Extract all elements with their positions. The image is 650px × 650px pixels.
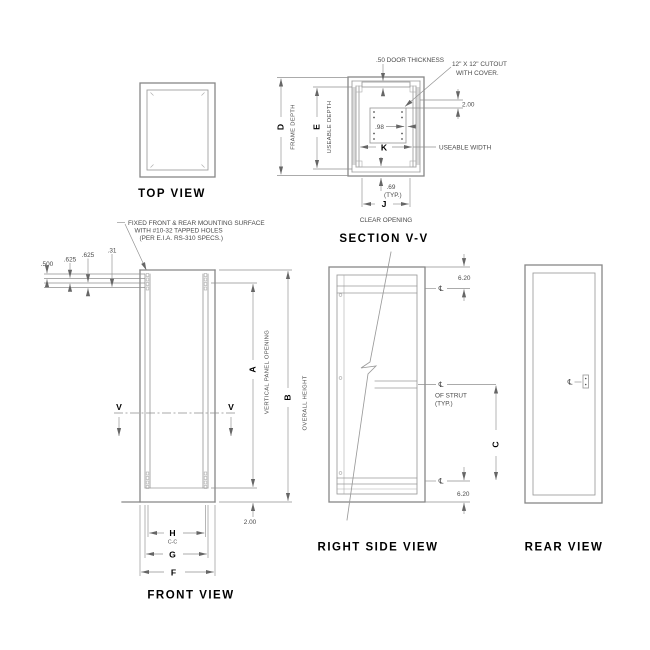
dim-620-top [425,254,471,301]
dim-31-label: .31 [107,247,117,255]
dim-letter-d: D [275,123,286,131]
rear-view-title: REAR VIEW [524,541,604,554]
cutout-note-line1: 12" X 12" CUTOUT [452,61,507,68]
section-door-slab [362,82,410,87]
top-view-title: TOP VIEW [138,188,206,200]
dim-98 [375,124,415,131]
dim-letter-f: F [170,567,177,578]
cutout-note-line2: WITH COVER. [456,70,499,77]
mounting-note-line3: (PER E.I.A. RS-310 SPECS.) [139,235,223,242]
c-to-c-label: C-C [167,539,178,546]
top-view-outer-frame [140,83,215,177]
section-marker-left: V [116,402,122,412]
section-vv [276,57,507,245]
centerline-symbol-rear: ℄ [567,377,573,387]
dim-625b-label: .625 [81,252,95,259]
right-view-inner-frame [337,275,417,494]
section-vv-title: SECTION V-V [339,233,429,245]
front-view-title: FRONT VIEW [147,589,235,602]
mounting-note-line1: FIXED FRONT & REAR MOUNTING SURFACE [128,220,265,227]
clear-opening-label: CLEAR OPENING [359,217,413,224]
right-view-outer-frame [329,267,425,502]
centerline-symbol-mid: ℄ [438,380,444,389]
top-view-inner-frame [147,90,208,170]
right-side-view [318,252,501,554]
dim-69-typ-label: (TYP.) [384,192,402,199]
dim-98-label: .98 [375,124,384,131]
dim-2-00-front-label: 2.00 [243,519,257,526]
dim-useable-width [360,143,491,153]
dim-width-stack [140,505,215,578]
frame-depth-label: FRAME DEPTH [290,104,297,150]
rear-view [525,265,604,554]
of-strut-label: OF STRUT [435,392,467,400]
useable-width-label: USEABLE WIDTH [439,144,492,152]
door-thickness-label: .50 DOOR THICKNESS [376,57,445,64]
break-line-diagonal [347,252,391,520]
top-view [138,83,215,200]
dim-vertical-panel-opening [211,283,271,488]
dim-2-00-front [244,503,257,526]
dim-useable-depth [312,87,353,169]
front-view-mounting-rails [145,274,208,489]
dim-letter-k: K [380,142,388,153]
top-view-corner-ticks [151,93,205,168]
dim-letter-a: A [247,366,258,373]
dim-letter-b: B [282,394,293,401]
dim-letter-h: H [169,528,176,538]
right-view-struts [337,286,417,489]
dim-2-00-label: 2.00 [462,101,475,109]
section-marker-right: V [228,402,234,412]
dim-620-bottom-label: 6.20 [457,491,470,498]
centerline-symbol-top: ℄ [438,284,444,293]
dim-letter-g: G [169,549,176,560]
section-cut-line [114,402,237,436]
dim-620-bottom [425,467,470,514]
of-strut-typ-label: (TYP.) [435,400,453,408]
mounting-note [117,220,265,270]
front-view-outline [122,270,215,502]
useable-depth-label: USEABLE DEPTH [327,100,333,154]
dim-letter-c: C [490,441,501,448]
rear-latch [568,375,589,388]
dim-69-label: .69 [386,184,396,191]
right-side-view-title: RIGHT SIDE VIEW [317,541,439,554]
centerline-symbol-bottom: ℄ [438,476,444,486]
dim-hole-spacing [41,248,145,296]
dim-625a-label: .625 [63,256,77,264]
strut-centerline-note [418,380,496,408]
overall-height-label: OVERALL HEIGHT [302,375,309,431]
dim-500-label: .500 [40,261,54,268]
front-view [41,220,309,602]
dim-letter-j: J [381,199,387,209]
dim-c [491,386,501,480]
mounting-note-line2: WITH #10-32 TAPPED HOLES [134,227,223,235]
dim-69-typ [381,157,402,199]
vertical-panel-opening-label: VERTICAL PANEL OPENING [264,329,271,415]
dim-letter-e: E [311,124,322,130]
right-view-holes [339,294,342,475]
rear-view-outer-frame [525,265,602,503]
dim-620-top-label: 6.20 [458,275,471,282]
